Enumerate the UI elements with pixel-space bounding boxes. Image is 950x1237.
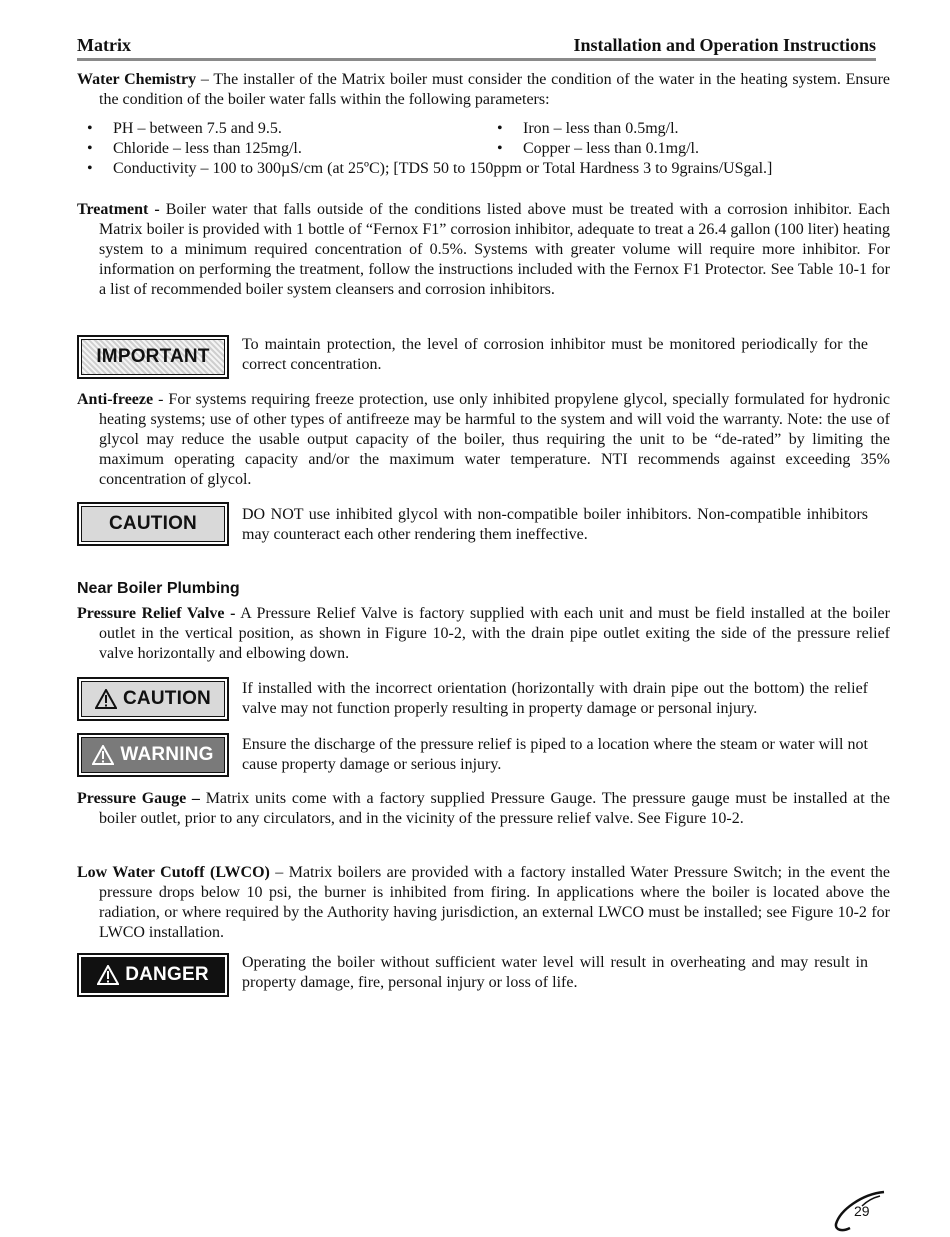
water-parameters-list (87, 119, 867, 179)
antifreeze-heading: Anti-freeze (77, 391, 154, 408)
danger-notice-text: Operating the boiler without sufficient water level will result in overheating and may result in property damage, fire, personal injury or loss of life. (242, 954, 868, 991)
caution-notice-glycol-text: DO NOT use inhibited glycol with non-compatible boiler inhibitors. Non-compatible inhibitors may counteract each other rendering them ineffective. (242, 506, 868, 543)
warning-badge: WARNING (77, 733, 229, 777)
caution-badge: CAUTION (77, 502, 229, 546)
page-header (77, 34, 876, 61)
water-chemistry-paragraph (77, 70, 890, 110)
treatment-heading: Treatment - (77, 201, 160, 218)
warning-triangle-icon (95, 689, 117, 709)
lwco-heading: Low Water Cutoff (LWCO) (77, 864, 270, 881)
treatment-text: Boiler water that falls outside of the conditions listed above must be treated with a corrosion inhibitor. Each Matrix boiler is provided with 1 bottle of “Fernox F1” corrosion inhibitor, adequate to treat a 26.4 gallon (100 liter) heating system to a minimum required concentration of 0.5%. Systems with greater volume will require more inhibitor. For information on performing the treatment, follow the instructions included with the Fernox F1 Protector. See Table 10-1 for a list of recommended boiler system cleansers and corrosion inhibitors. (99, 201, 890, 298)
section-title: Near Boiler Plumbing (77, 580, 240, 597)
antifreeze-text: - For systems requiring freeze protection, use only inhibited propylene glycol, specially formulated for hydronic heating systems; use of other types of antifreeze may be harmful to the system and will void the warranty. Note: the use of glycol may reduce the usable output capacity of the boiler, thus requiring the unit to be “de-rated” by limiting the maximum operating capacity and/or the maximum water temperature. NTI recommends against exceeding 35% concentration of glycol. (99, 391, 890, 488)
antifreeze-paragraph (77, 390, 890, 490)
pressure-gauge-text: Matrix units come with a factory supplied Pressure Gauge. The pressure gauge must be installed at the boiler outlet, prior to any circulators, and in the vicinity of the pressure relief valve. See Figure 10-2. (99, 790, 890, 827)
pressure-gauge-paragraph (77, 789, 890, 829)
caution-badge: CAUTION (77, 677, 229, 721)
lwco-text: – Matrix boilers are provided with a factory installed Water Pressure Switch; in the event the pressure drops below 10 psi, the burner is inhibited from firing. In applications where the boiler is located above the radiation, or where required by the Authority having jurisdiction, an external LWCO must be installed; see Figure 10-2 for LWCO installation. (99, 864, 891, 941)
water-chemistry-text: – The installer of the Matrix boiler must consider the condition of the water in the heating system. Ensure the condition of the boiler water falls within the following parameters: (99, 71, 891, 108)
important-notice-text: To maintain protection, the level of corrosion inhibitor must be monitored periodically for the correct concentration. (242, 336, 868, 373)
page-number: 29 (854, 1203, 870, 1219)
warning-triangle-icon (97, 965, 119, 985)
relief-valve-paragraph (77, 604, 890, 664)
relief-valve-heading: Pressure Relief Valve - (77, 605, 236, 622)
warning-notice-text: Ensure the discharge of the pressure relief is piped to a location where the steam or water will not cause property damage or serious injury. (242, 736, 868, 773)
water-chemistry-heading: Water Chemistry (77, 71, 197, 88)
caution-notice-orientation-text: If installed with the incorrect orientation (horizontally with drain pipe out the bottom) the relief valve may not function properly resulting in property damage or personal injury. (242, 680, 868, 717)
lwco-paragraph (77, 863, 890, 943)
header-product-name: Matrix (77, 35, 131, 55)
important-badge: IMPORTANT (77, 335, 229, 379)
pressure-gauge-heading: Pressure Gauge – (77, 790, 200, 807)
danger-badge: DANGER (77, 953, 229, 997)
relief-valve-text: A Pressure Relief Valve is factory supplied with each unit and must be field installed at the boiler outlet in the vertical position, as shown in Figure 10-2, with the drain pipe outlet exiting the side of the pressure relief valve horizontally and elbowing down. (99, 605, 890, 662)
list-item: Conductivity – 100 to 300µS/cm (at 25ºC); [TDS 50 to 150ppm or Total Hardness 3 to 9grains/USgal.] (113, 160, 773, 177)
header-document-title: Installation and Operation Instructions (573, 35, 876, 55)
list-item: PH – between 7.5 and 9.5. Iron – less than 0.5mg/l. (113, 120, 679, 137)
list-item: Chloride – less than 125mg/l. Copper – less than 0.1mg/l. (113, 140, 699, 157)
treatment-paragraph (77, 200, 890, 300)
warning-triangle-icon (92, 745, 114, 765)
